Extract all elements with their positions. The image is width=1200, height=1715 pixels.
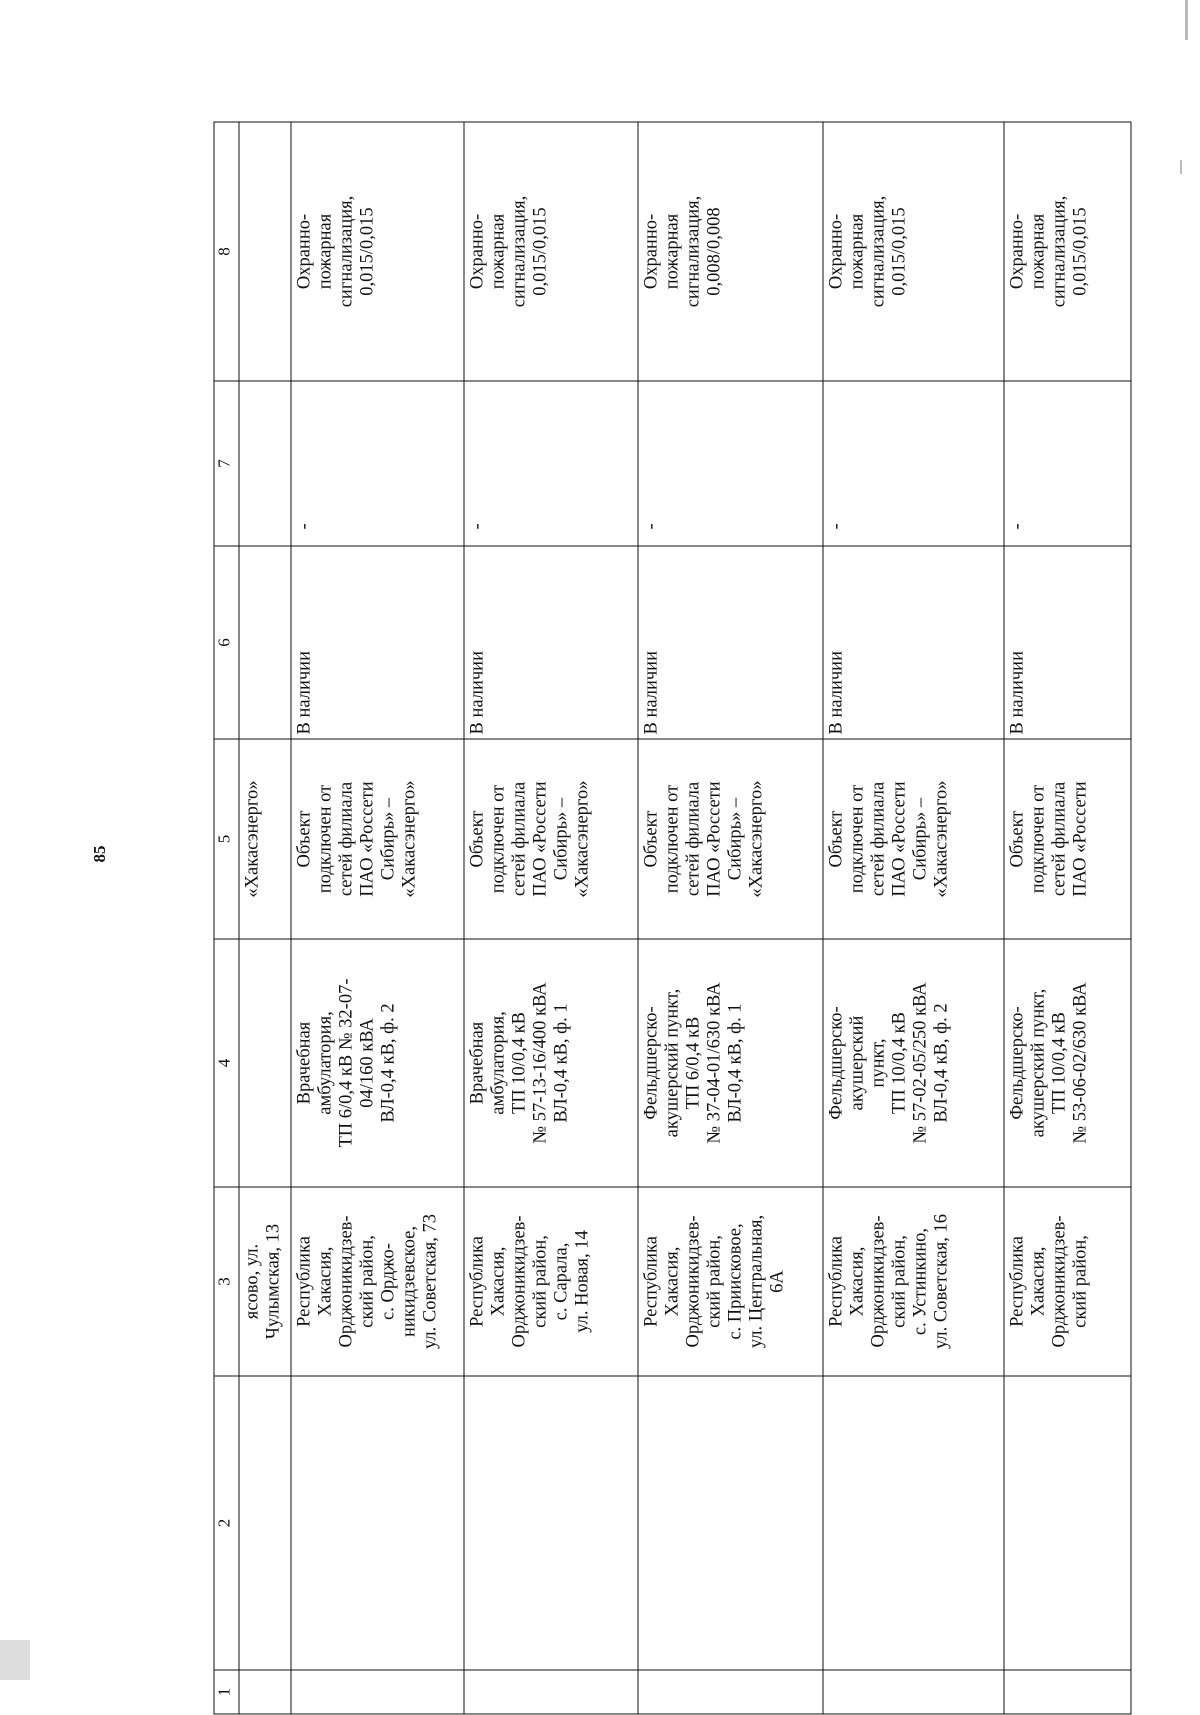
text-line: пожарная: [488, 213, 509, 290]
cell-empty: [239, 122, 292, 381]
alarm-cell: [638, 122, 823, 381]
text-line: пожарная: [1028, 213, 1049, 290]
text-line: с. Сарала,: [551, 1242, 572, 1321]
power-supply-cell: [638, 739, 823, 939]
scan-artifact: [1180, 160, 1182, 174]
text-line: сетей филиала: [336, 781, 357, 897]
text-line: 0,015/0,015: [889, 207, 910, 296]
scan-artifact: [1185, 0, 1188, 40]
text-line: Орджоникидзев-: [868, 1215, 889, 1348]
cell-empty: [1004, 1376, 1131, 1670]
availability-cell: В наличии: [1004, 546, 1131, 739]
continuation-row: [239, 122, 292, 1714]
text-line: ский район,: [357, 1235, 378, 1328]
facility-cell: [1004, 939, 1131, 1187]
alarm-cell: [823, 122, 1004, 381]
text-line: ТП 10/0,4 кВ: [889, 1012, 910, 1115]
text-line: 04/160 кВА: [357, 1018, 378, 1108]
text-line: № 37-04-01/630 кВА: [704, 982, 725, 1144]
dash-text: -: [826, 523, 847, 530]
table-row: [464, 122, 638, 1714]
facility-cell: [823, 939, 1004, 1187]
availability-cell: В наличии: [823, 546, 1004, 739]
column-7-cell: [1004, 381, 1131, 546]
text-line: Орджоникидзев-: [1049, 1215, 1070, 1348]
text-line: амбулатория,: [315, 1011, 336, 1115]
text-line: Объект: [641, 810, 662, 868]
text-line: ТП 10/0,4 кВ: [1049, 1012, 1070, 1115]
column-number-8: 8: [214, 122, 239, 381]
text-line: с. Приисковое,: [725, 1223, 746, 1340]
text-line: пожарная: [315, 213, 336, 290]
text-line: 0,015/0,015: [1070, 207, 1091, 296]
text-line: ский район,: [704, 1235, 725, 1328]
text-line: Фельдшерско-: [826, 1006, 847, 1120]
text-line: ПАО «Россети: [530, 781, 551, 897]
text-line: ПАО «Россети: [357, 781, 378, 897]
text-line: Сибирь» –: [725, 797, 746, 881]
text-line: ВЛ-0,4 кВ, ф. 1: [551, 1003, 572, 1123]
text-line: Республика: [467, 1236, 488, 1327]
facility-cell: [638, 939, 823, 1187]
availability-cell: В наличии: [464, 546, 638, 739]
cell-empty: [239, 381, 292, 546]
cell-empty: [239, 546, 292, 739]
text-line: ТП 6/0,4 кВ: [683, 1016, 704, 1110]
table-row: [1004, 122, 1131, 1714]
column-number-7: 7: [214, 381, 239, 546]
text-line: Объект: [826, 810, 847, 868]
text-line: Хакасия,: [1028, 1246, 1049, 1317]
text-line: 6А: [767, 1270, 788, 1293]
table-body: [214, 122, 1131, 1714]
text-line: сигнализация,: [868, 195, 889, 308]
text-line: сетей филиала: [509, 781, 530, 897]
text-line: Республика: [826, 1236, 847, 1327]
alarm-cell: [464, 122, 638, 381]
text-line: пожарная: [847, 213, 868, 290]
text-line: ПАО «Россети: [1070, 781, 1091, 897]
text-line: ул. Советская, 73: [420, 1213, 441, 1350]
column-number-1: 1: [214, 1670, 239, 1714]
text-line: Объект: [467, 810, 488, 868]
text-line: акушерский пункт,: [662, 988, 683, 1138]
alarm-cell: [291, 122, 463, 381]
availability-cell: В наличии: [638, 546, 823, 739]
text-line: пункт,: [868, 1038, 889, 1088]
text-line: сигнализация,: [683, 195, 704, 308]
text-line: Республика: [1007, 1236, 1028, 1327]
text-line: ТП 6/0,4 кВ № 32-07-: [336, 978, 357, 1148]
text-line: акушерский пункт,: [1028, 988, 1049, 1138]
cell-empty: [638, 1670, 823, 1714]
text-line: ул. Центральная,: [746, 1214, 767, 1349]
text-line: Охранно-: [826, 213, 847, 290]
text-line: подключен от: [315, 784, 336, 894]
text-line: ПАО «Россети: [704, 781, 725, 897]
address-cell: [823, 1187, 1004, 1376]
text-line: Орджоникидзев-: [509, 1215, 530, 1348]
cell-empty: [638, 1376, 823, 1670]
text-line: Охранно-: [467, 213, 488, 290]
column-number-4: 4: [214, 939, 239, 1187]
text-line: сетей филиала: [868, 781, 889, 897]
text-line: Врачебная: [294, 1021, 315, 1105]
power-supply-cell: [1004, 739, 1131, 939]
cell-empty: [464, 1670, 638, 1714]
power-supply-cell: [823, 739, 1004, 939]
text-line: № 57-02-05/250 кВА: [910, 982, 931, 1144]
text-line: с. Орджо-: [378, 1243, 399, 1320]
availability-cell: В наличии: [291, 546, 463, 739]
text-line: ский район,: [530, 1235, 551, 1328]
alarm-cell: [1004, 122, 1131, 381]
text-line: Сибирь» –: [910, 797, 931, 881]
scan-artifact: [0, 1640, 30, 1680]
text-line: сигнализация,: [1049, 195, 1070, 308]
text-line: № 53-06-02/630 кВА: [1070, 982, 1091, 1144]
text-line: № 57-13-16/400 кВА: [530, 982, 551, 1144]
column-7-cell: [464, 381, 638, 546]
cell-empty: [291, 1670, 463, 1714]
text-line: Врачебная: [467, 1021, 488, 1105]
column-7-cell: [638, 381, 823, 546]
text-line: Сибирь» –: [551, 797, 572, 881]
continuation-address: [239, 1187, 292, 1376]
text-line: ул. Советская, 16: [931, 1213, 952, 1350]
text-line: ясово, ул.: [242, 1243, 263, 1320]
cell-empty: [239, 1670, 292, 1714]
power-supply-cell: [464, 739, 638, 939]
cell-empty: [239, 1376, 292, 1670]
column-number-6: 6: [214, 546, 239, 739]
text-line: подключен от: [847, 784, 868, 894]
text-line: 0,008/0,008: [704, 207, 725, 296]
power-supply-cell: [291, 739, 463, 939]
text-line: ВЛ-0,4 кВ, ф. 2: [931, 1003, 952, 1123]
cell-empty: [291, 1376, 463, 1670]
text-line: сигнализация,: [509, 195, 530, 308]
text-line: Сибирь» –: [378, 797, 399, 881]
facility-cell: [464, 939, 638, 1187]
column-number-2: 2: [214, 1376, 239, 1670]
text-line: Объект: [1007, 810, 1028, 868]
dash-text: -: [641, 523, 662, 530]
text-line: сетей филиала: [683, 781, 704, 897]
text-line: Фельдшерско-: [1007, 1006, 1028, 1120]
text-line: Охранно-: [294, 213, 315, 290]
text-line: с. Устинкино,: [910, 1227, 931, 1336]
text-line: ВЛ-0,4 кВ, ф. 2: [378, 1003, 399, 1123]
facility-cell: [291, 939, 463, 1187]
column-7-cell: [823, 381, 1004, 546]
text-line: подключен от: [488, 784, 509, 894]
continuation-power: [239, 739, 292, 939]
text-line: «Хакасэнерго»: [242, 780, 263, 898]
text-line: «Хакасэнерго»: [572, 780, 593, 898]
text-line: Фельдшерско-: [641, 1006, 662, 1120]
text-line: Охранно-: [1007, 213, 1028, 290]
dash-text: -: [1007, 523, 1028, 530]
address-cell: [464, 1187, 638, 1376]
text-line: подключен от: [662, 784, 683, 894]
table-container: [213, 122, 1131, 1714]
table-row: [823, 122, 1004, 1714]
table-row: [638, 122, 823, 1714]
table-row: [291, 122, 463, 1714]
text-line: «Хакасэнерго»: [746, 780, 767, 898]
address-cell: [1004, 1187, 1131, 1376]
dash-text: -: [294, 523, 315, 530]
text-line: Хакасия,: [488, 1246, 509, 1317]
text-line: ул. Новая, 14: [572, 1230, 593, 1333]
text-line: «Хакасэнерго»: [931, 780, 952, 898]
text-line: Орджоникидзев-: [683, 1215, 704, 1348]
text-line: Республика: [641, 1236, 662, 1327]
cell-empty: [1004, 1670, 1131, 1714]
text-line: Охранно-: [641, 213, 662, 290]
column-number-3: 3: [214, 1187, 239, 1376]
text-line: Хакасия,: [847, 1246, 868, 1317]
text-line: подключен от: [1028, 784, 1049, 894]
address-cell: [638, 1187, 823, 1376]
column-7-cell: [291, 381, 463, 546]
text-line: 0,015/0,015: [357, 207, 378, 296]
text-line: сигнализация,: [336, 195, 357, 308]
text-line: сетей филиала: [1049, 781, 1070, 897]
cell-empty: [464, 1376, 638, 1670]
text-line: ский район,: [889, 1235, 910, 1328]
cell-empty: [239, 939, 292, 1187]
text-line: «Хакасэнерго»: [399, 780, 420, 898]
text-line: ТП 10/0,4 кВ: [509, 1012, 530, 1115]
header-row: [214, 122, 239, 1714]
text-line: пожарная: [662, 213, 683, 290]
cell-empty: [823, 1376, 1004, 1670]
text-line: Орджоникидзев-: [336, 1215, 357, 1348]
text-line: Чулымская, 13: [263, 1223, 284, 1340]
text-line: акушерский: [847, 1015, 868, 1111]
text-line: ВЛ-0,4 кВ, ф. 1: [725, 1003, 746, 1123]
text-line: никидзевское,: [399, 1225, 420, 1338]
text-line: ский район,: [1070, 1235, 1091, 1328]
text-line: Хакасия,: [662, 1246, 683, 1317]
dash-text: -: [467, 523, 488, 530]
text-line: Республика: [294, 1236, 315, 1327]
text-line: ПАО «Россети: [889, 781, 910, 897]
text-line: 0,015/0,015: [530, 207, 551, 296]
cell-empty: [823, 1670, 1004, 1714]
document-table: [214, 122, 1132, 1715]
column-number-5: 5: [214, 739, 239, 939]
address-cell: [291, 1187, 463, 1376]
page-number: 85: [90, 845, 109, 863]
text-line: Хакасия,: [315, 1246, 336, 1317]
text-line: Объект: [294, 810, 315, 868]
text-line: амбулатория,: [488, 1011, 509, 1115]
